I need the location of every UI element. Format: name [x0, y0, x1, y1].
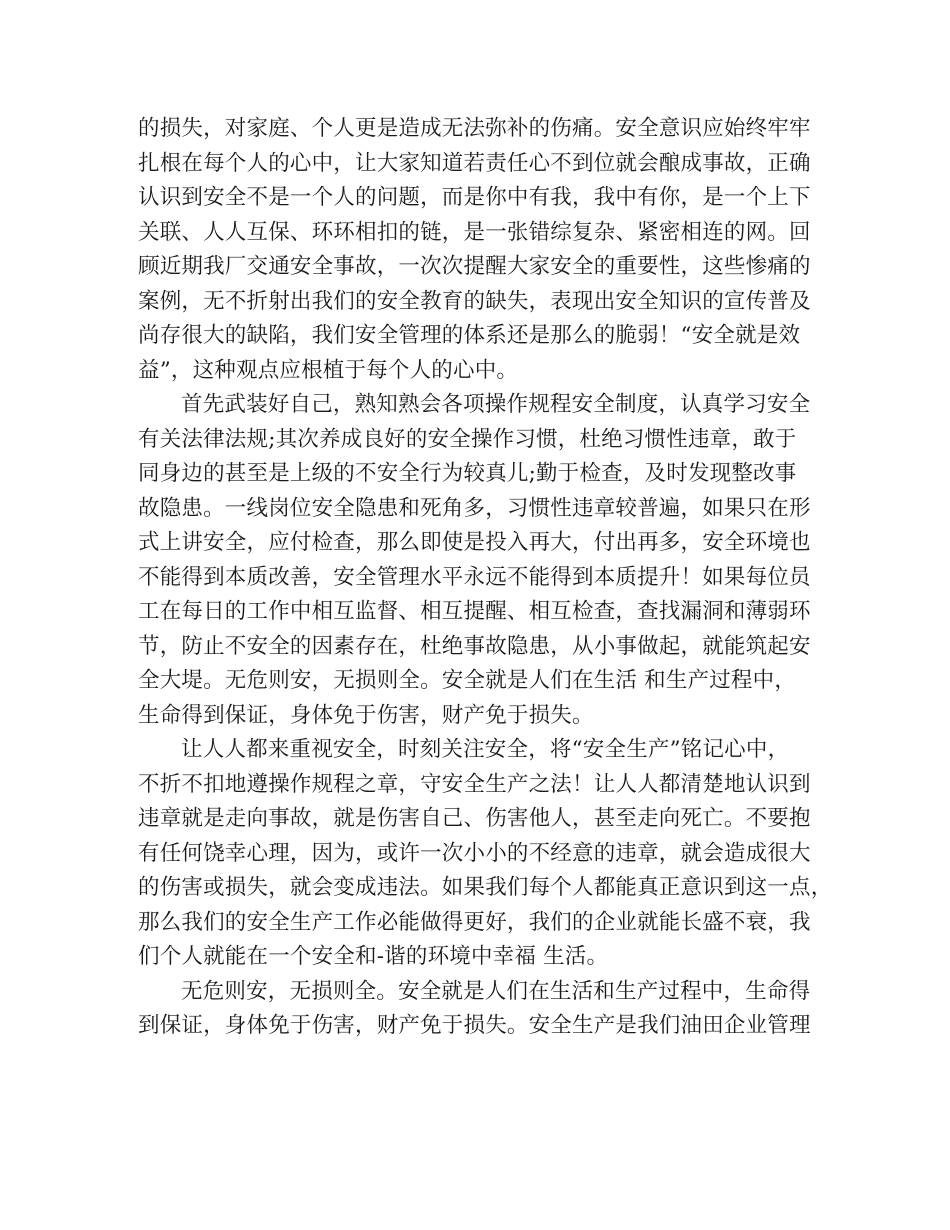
- text-line: 故隐患。一线岗位安全隐患和死角多，习惯性违章较普遍，如果只在形: [138, 495, 811, 521]
- text-line: 到保证，身体免于伤害，财产免于损失。安全生产是我们油田企业管理: [138, 1013, 811, 1038]
- text-line: 有关法律法规;其次养成良好的安全操作习惯，杜绝习惯性违章，敢于: [138, 426, 797, 452]
- text-line: 首先武装好自己，熟知熟会各项操作规程安全制度，认真学习安全: [181, 392, 811, 417]
- text-line: 生命得到保证，身体免于伤害，财产免于损失。: [138, 702, 594, 728]
- text-line: 尚存很大的缺陷，我们安全管理的体系还是那么的脆弱！“安全就是效: [138, 323, 801, 348]
- text-line: 让人人都来重视安全，时刻关注安全，将“安全生产”铭记心中，: [181, 737, 790, 762]
- text-line: 案例，无不折射出我们的安全教育的缺失，表现出安全知识的宣传普及: [138, 288, 811, 314]
- paragraph-1: [138, 112, 818, 388]
- text-line: 无危则安，无损则全。安全就是人们在生活和生产过程中，生命得: [181, 978, 811, 1004]
- text-line: 式上讲安全，应付检查，那么即使是投入再大，付出再多，安全环境也: [138, 530, 811, 555]
- text-line: 关联、人人互保、环环相扣的链，是一张错综复杂、紧密相连的网。回: [138, 219, 811, 245]
- text-line: 们个人就能在一个安全和-谐的环境中幸福 生活。: [138, 944, 609, 969]
- text-line: 节，防止不安全的因素存在，杜绝事故隐患，从小事做起，就能筑起安: [138, 633, 811, 659]
- document-body: [138, 112, 833, 1044]
- text-line: 的伤害或损失，就会变成违法。如果我们每个人都能真正意识到这一点，: [138, 875, 833, 900]
- text-line: 那么我们的安全生产工作必能做得更好，我们的企业就能长盛不衰，我: [138, 909, 811, 935]
- paragraph-3: [138, 733, 833, 975]
- text-line: 益”，这种观点应根植于每个人的心中。: [138, 357, 519, 383]
- text-line: 违章就是走向事故，就是伤害自己、伤害他人，甚至走向死亡。不要抱: [138, 806, 811, 831]
- text-line: 不折不扣地遵操作规程之章，守安全生产之法！让人人都清楚地认识到: [138, 771, 811, 797]
- text-line: 同身边的甚至是上级的不安全行为较真儿;勤于检查，及时发现整改事: [138, 461, 797, 486]
- paragraph-4: [138, 975, 818, 1044]
- text-line: 工在每日的工作中相互监督、相互提醒、相互检查，查找漏洞和薄弱环: [138, 599, 811, 624]
- text-line: 有任何饶幸心理，因为，或许一次小小的不经意的违章，就会造成很大: [138, 840, 811, 866]
- text-line: 扎根在每个人的心中，让大家知道若责任心不到位就会酿成事故，正确: [138, 150, 811, 176]
- text-line: 顾近期我厂交通安全事故，一次次提醒大家安全的重要性，这些惨痛的: [138, 254, 811, 279]
- text-line: 认识到安全不是一个人的问题，而是你中有我，我中有你，是一个上下: [138, 185, 811, 210]
- text-line: 的损失，对家庭、个人更是造成无法弥补的伤痛。安全意识应始终牢牢: [138, 116, 811, 141]
- paragraph-2: [138, 388, 818, 733]
- text-line: 全大堤。无危则安，无损则全。安全就是人们在生活 和生产过程中，: [138, 668, 797, 693]
- text-line: 不能得到本质改善，安全管理水平永远不能得到本质提升！如果每位员: [138, 564, 811, 590]
